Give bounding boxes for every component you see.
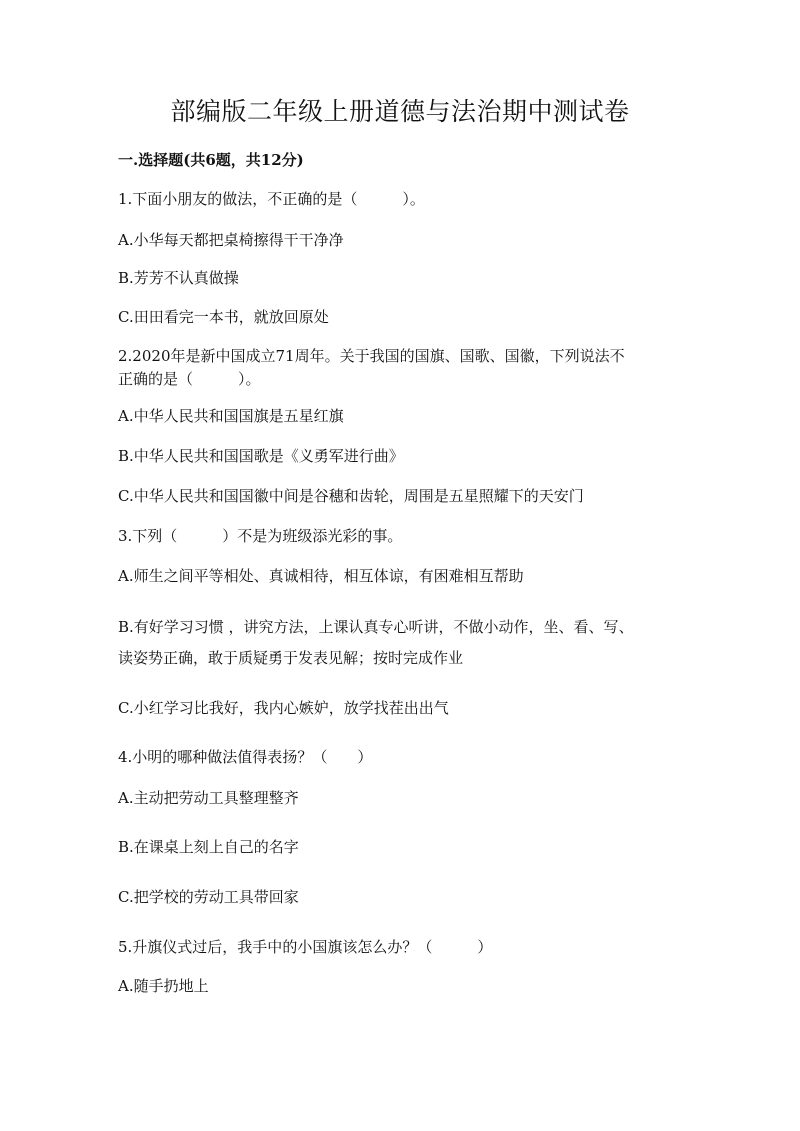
question-4-option-b: B.在课桌上刻上自己的名字 <box>118 838 299 856</box>
question-2-option-b: B.中华人民共和国国歌是《义勇军进行曲》 <box>118 447 404 465</box>
question-5-option-a: A.随手扔地上 <box>118 977 209 995</box>
question-2-stem-line-1: 2.2020年是新中国成立71周年。关于我国的国旗、国歌、国徽，下列说法不 <box>118 347 625 365</box>
question-4-option-c: C.把学校的劳动工具带回家 <box>118 888 299 906</box>
question-1-option-a: A.小华每天都把桌椅擦得干干净净 <box>118 231 344 249</box>
question-3-option-c: C.小红学习比我好，我内心嫉妒，放学找茬出出气 <box>118 699 449 717</box>
question-3-stem: 3.下列（ ）不是为班级添光彩的事。 <box>118 527 403 545</box>
question-2-stem-line-2: 正确的是（ ）。 <box>118 370 261 388</box>
question-5-stem: 5.升旗仪式过后，我手中的小国旗该怎么办？（ ） <box>118 938 493 956</box>
question-2-option-c: C.中华人民共和国国徽中间是谷穗和齿轮，周围是五星照耀下的天安门 <box>118 487 584 505</box>
question-3-option-b-line-2: 读姿势正确，敢于质疑勇于发表见解；按时完成作业 <box>118 649 464 667</box>
page-title: 部编版二年级上册道德与法治期中测试卷 <box>170 97 630 126</box>
section-heading: 一.选择题(共6题，共12分) <box>118 151 304 169</box>
question-3-option-a: A.师生之间平等相处、真诚相待，相互体谅，有困难相互帮助 <box>118 567 524 585</box>
question-1-stem: 1.下面小朋友的做法，不正确的是（ ）。 <box>118 190 425 208</box>
question-1-option-b: B.芳芳不认真做操 <box>118 269 239 287</box>
question-1-option-c: C.田田看完一本书，就放回原处 <box>118 308 329 326</box>
question-4-option-a: A.主动把劳动工具整理整齐 <box>118 789 299 807</box>
question-4-stem: 4.小明的哪种做法值得表扬？（ ） <box>118 748 373 766</box>
question-3-option-b-line-1: B.有好学习习惯 ，讲究方法，上课认真专心听讲，不做小动作，坐、看、写、 <box>118 618 634 636</box>
question-2-option-a: A.中华人民共和国国旗是五星红旗 <box>118 407 344 425</box>
